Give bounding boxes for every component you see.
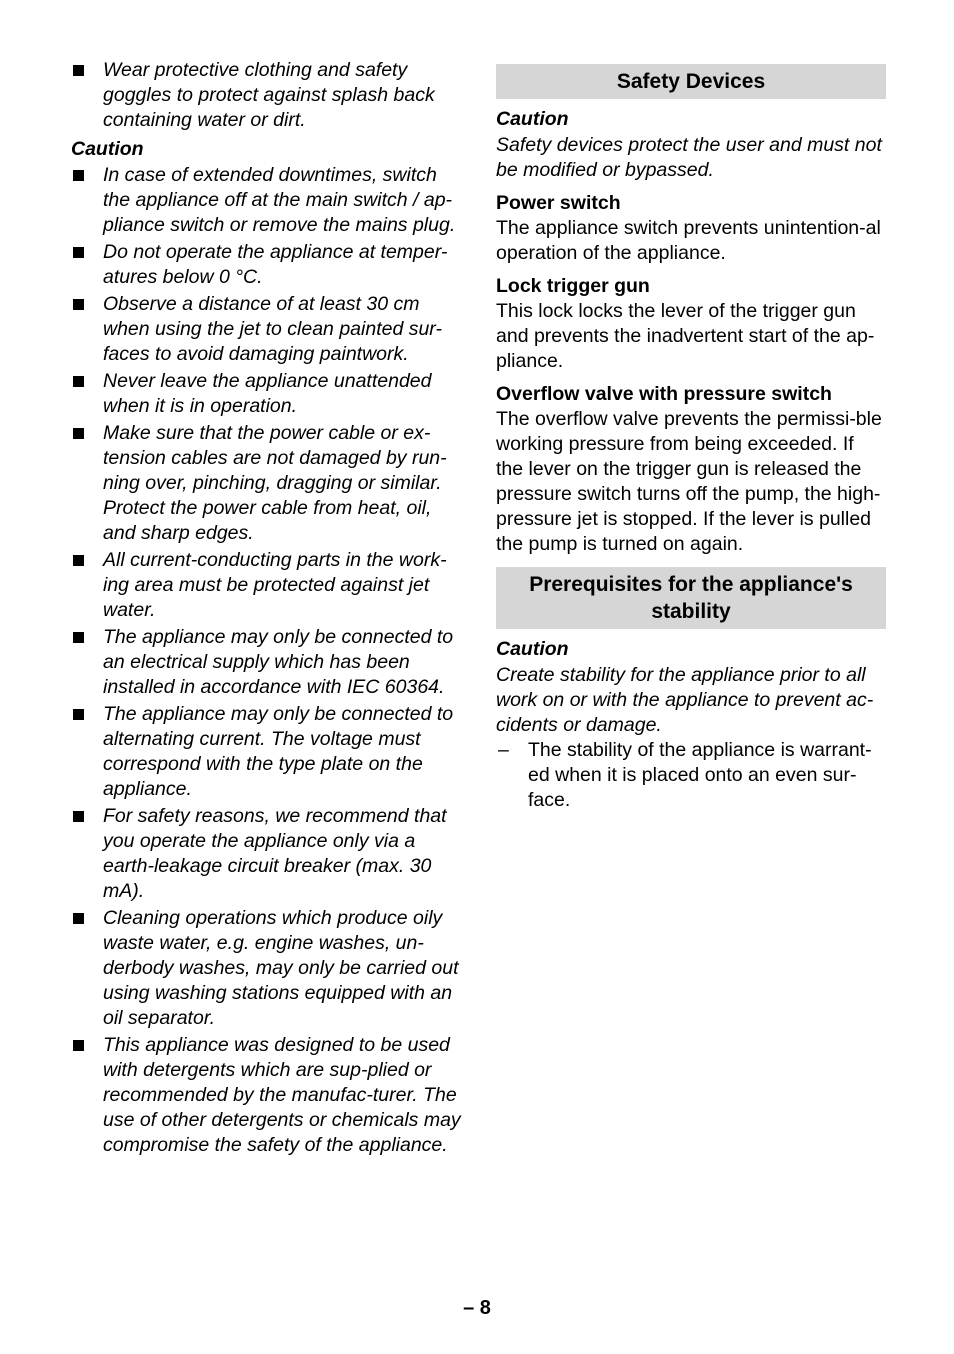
square-bullet-icon [73, 428, 84, 439]
bullet-text: Never leave the appliance unattended when it is in operation. [103, 370, 432, 417]
bullet-item [71, 1033, 461, 1158]
bullet-item [71, 58, 461, 133]
bullet-item [71, 804, 461, 904]
bullet-item [71, 702, 461, 802]
overflow-valve-title: Overflow valve with pressure switch [496, 383, 832, 405]
power-switch-title: Power switch [496, 192, 621, 214]
bullet-text: The appliance may only be connected to an electrical supply which has been installed in accordance with IEC 60364. [103, 626, 454, 698]
bullet-text: Do not operate the appliance at temper-atures below 0 °C. [103, 241, 448, 288]
stability-heading: Prerequisites for the appliance's stability [496, 567, 886, 629]
caution-label: Caution [71, 138, 144, 160]
dash-list [496, 738, 886, 813]
caution-bullet-list [71, 163, 461, 1158]
bullet-item [71, 625, 461, 700]
right-column [496, 58, 886, 813]
overflow-valve-text: The overflow valve prevents the permissi-ble working pressure from being exceeded. If the lever on the trigger gun is released the pressure switch turns off the pump, the high-pressure jet is stopped. If the lever is pulled the pump is turned on again. [496, 408, 882, 555]
lock-trigger-gun-title: Lock trigger gun [496, 275, 650, 297]
square-bullet-icon [73, 811, 84, 822]
lock-trigger-gun-text: This lock locks the lever of the trigger gun and prevents the inadvertent start of the ap-pliance. [496, 300, 875, 372]
square-bullet-icon [73, 247, 84, 258]
square-bullet-icon [73, 299, 84, 310]
intro-bullet-list [71, 58, 461, 133]
caution-label: Caution [496, 108, 569, 130]
bullet-text: The appliance may only be connected to alternating current. The voltage must correspond with the type plate on the appliance. [103, 703, 454, 800]
square-bullet-icon [73, 555, 84, 566]
safety-devices-heading: Safety Devices [496, 64, 886, 99]
bullet-text: Observe a distance of at least 30 cm when using the jet to clean painted sur-faces to avoid damaging paintwork. [103, 293, 442, 365]
page-number: – 8 [463, 1297, 491, 1319]
bullet-text: This appliance was designed to be used with detergents which are sup-plied or recommended by the manufac-turer. The use of other detergents or chemicals may compromise the safety of the appliance. [103, 1034, 461, 1156]
bullet-text: Cleaning operations which produce oily waste water, e.g. engine washes, un-derbody washes, may only be carried out using washing stations equipped with an oil separator. [103, 907, 459, 1029]
bullet-item [71, 369, 461, 419]
bullet-text: In case of extended downtimes, switch the appliance off at the main switch / ap-pliance switch or remove the mains plug. [103, 164, 456, 236]
list-item-text: The stability of the appliance is warrant-ed when it is placed onto an even sur-face. [528, 739, 872, 811]
square-bullet-icon [73, 913, 84, 924]
bullet-item [71, 548, 461, 623]
square-bullet-icon [73, 170, 84, 181]
list-item [496, 738, 886, 813]
left-column [71, 58, 461, 1160]
bullet-item [71, 163, 461, 238]
bullet-text: All current-conducting parts in the work-ing area must be protected against jet water. [103, 549, 447, 621]
caution-text: Create stability for the appliance prior to all work on or with the appliance to prevent ac-cidents or damage. [496, 664, 874, 736]
caution-label: Caution [496, 638, 569, 660]
power-switch-text: The appliance switch prevents unintention-al operation of the appliance. [496, 217, 881, 264]
square-bullet-icon [73, 632, 84, 643]
bullet-item [71, 421, 461, 546]
square-bullet-icon [73, 709, 84, 720]
bullet-item [71, 292, 461, 367]
dash-bullet-icon: – [498, 739, 509, 761]
bullet-text: For safety reasons, we recommend that you operate the appliance only via a earth-leakage circuit breaker (max. 30 mA). [103, 805, 447, 902]
square-bullet-icon [73, 376, 84, 387]
caution-text: Safety devices protect the user and must not be modified or bypassed. [496, 134, 882, 181]
bullet-item [71, 240, 461, 290]
bullet-item [71, 906, 461, 1031]
square-bullet-icon [73, 65, 84, 76]
square-bullet-icon [73, 1040, 84, 1051]
bullet-text: Wear protective clothing and safety goggles to protect against splash back containing water or dirt. [103, 59, 435, 131]
bullet-text: Make sure that the power cable or ex-tension cables are not damaged by run-ning over, pinching, dragging or similar. Protect the power cable from heat, oil, and sharp edges. [103, 422, 447, 544]
